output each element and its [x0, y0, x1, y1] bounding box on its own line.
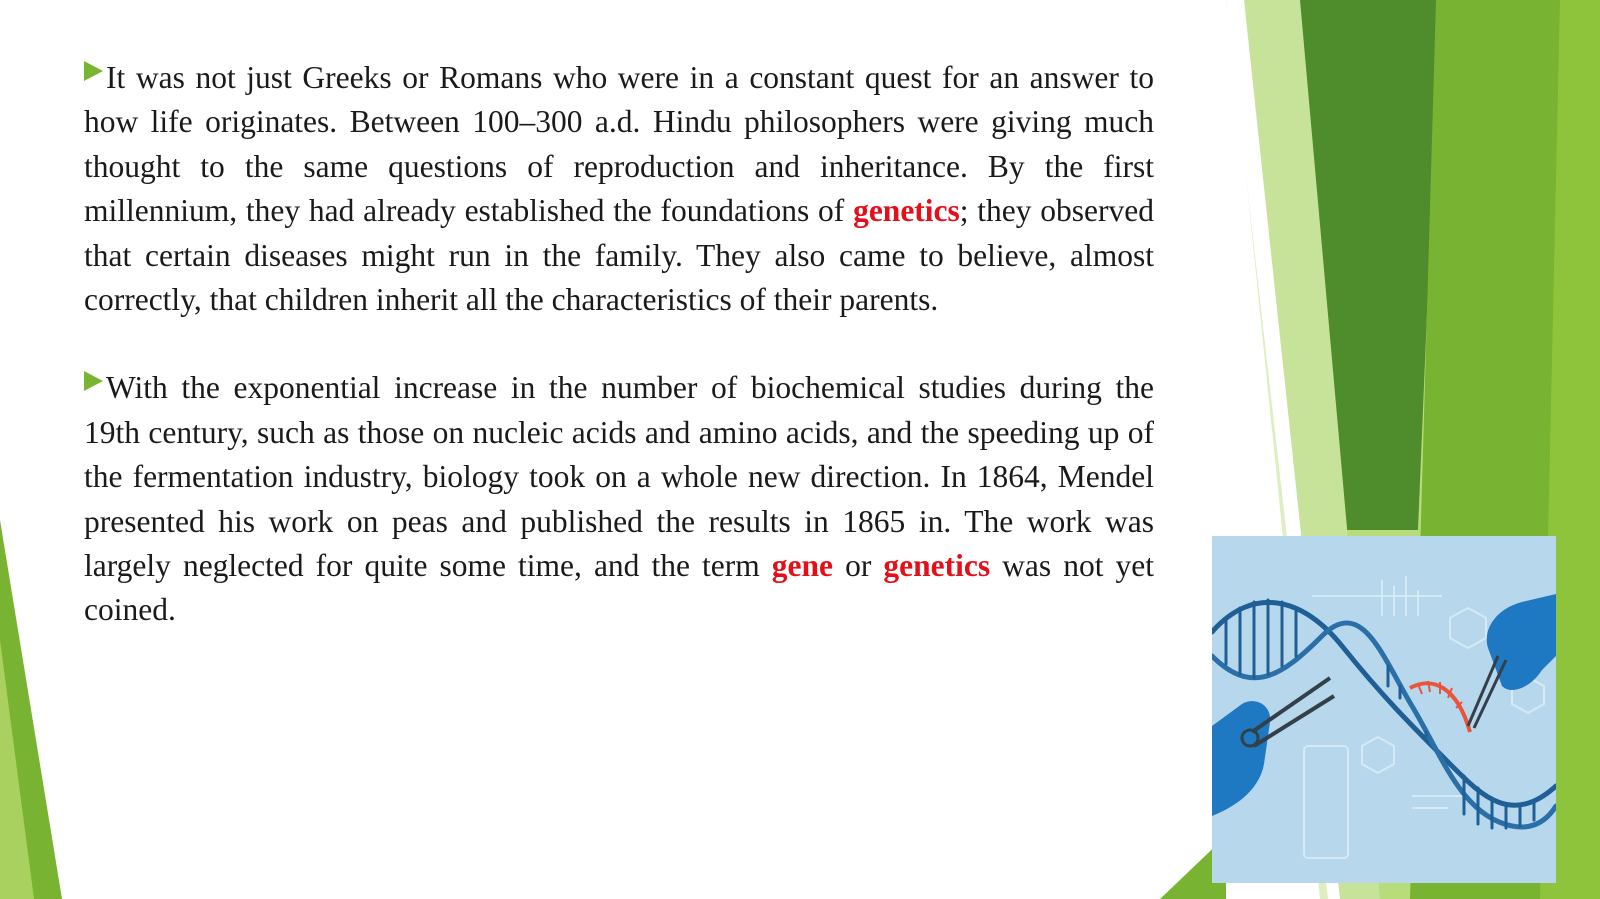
paragraph2-text-part3: was not yet coined.	[84, 548, 1154, 628]
paragraph-origins	[84, 56, 1154, 322]
paragraph1-text-part2: ; they observed that certain diseases might run in the family. They also came to believe, almost correctly, that children inherit all the characteristics of their parents.	[84, 193, 1155, 318]
dna-illustration-image	[1212, 536, 1556, 883]
green-triangle-bullet-icon	[84, 371, 103, 391]
green-triangle-bullet-icon	[84, 61, 103, 81]
paragraph2-text-part1: With the exponential increase in the number of biochemical studies during the 19th century, such as those on nucleic acids and amino acids, and the speeding up of the fermentation industry, biology took on a whole new direction. In 1864, Mendel presented his work on peas and published the results in 1865 in. The work was largely neglected for quite some time, and the term	[84, 370, 1154, 584]
slide-body	[84, 56, 1154, 633]
highlight-genetics: genetics	[853, 193, 960, 229]
dna-illustration-svg	[1212, 536, 1556, 883]
highlight-gene: gene	[771, 548, 834, 584]
paragraph-mendel	[84, 366, 1154, 632]
paragraph1-text-part1: It was not just Greeks or Romans who were in a constant quest for an answer to how life originates. Between 100–300 a.d. Hindu philosophers were giving much thought to the same questions of reproduction and inheritance. By the first millennium, they had already established the foundations of	[84, 60, 1154, 229]
highlight-genetics-2: genetics	[883, 548, 991, 584]
paragraph2-text-part2: or	[833, 548, 884, 584]
